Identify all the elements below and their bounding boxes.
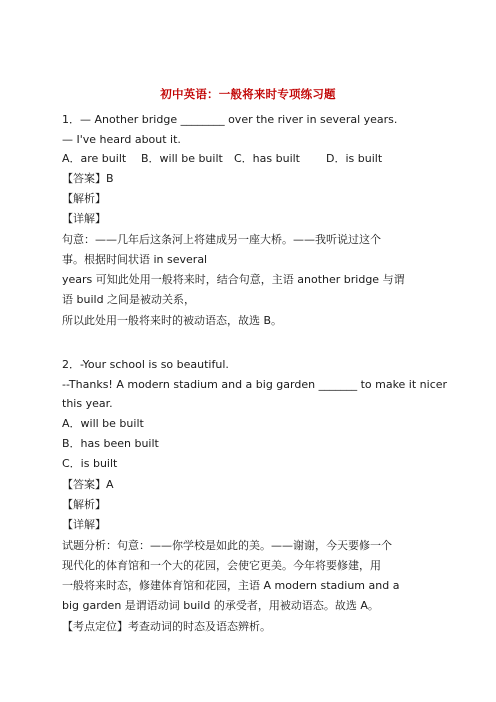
q1-answer: 【答案】B <box>62 172 114 185</box>
q1-option-b: B．will be built <box>141 152 223 165</box>
q2-stem-line1: 2．-Your school is so beautiful. <box>62 358 229 371</box>
q2-stem-line2: --Thanks! A modern stadium and a big garden _______ to make it nicer <box>62 378 448 391</box>
q2-explanation-line2: 现代化的体育馆和一个大的花园，会使它更美。今年将要修建，用 <box>62 559 381 572</box>
q1-explanation-line5: 所以此处用一般将来时的被动语态，故选 B。 <box>62 314 283 327</box>
q1-options <box>62 152 382 166</box>
q2-option-a: A．will be built <box>62 417 144 430</box>
q2-stem-line3: this year. <box>62 397 113 410</box>
q1-explanation-line2: 事。根据时间状语 in several <box>62 253 208 266</box>
q1-explanation-line3: years 可知此处用一般将来时，结合句意，主语 another bridge 与谓 <box>62 273 405 286</box>
q2-option-c: C．is built <box>62 457 118 470</box>
q1-option-a: A．are built <box>62 152 127 165</box>
q1-option-d: D．is built <box>326 152 383 165</box>
q1-option-c: C．has built <box>234 152 300 165</box>
q2-key-point: 【考点定位】考查动词的时态及语态辨析。 <box>62 620 271 633</box>
page-title: 初中英语：一般将来时专项练习题 <box>160 87 336 101</box>
q1-explanation-line4: 语 build 之间是被动关系， <box>62 293 196 306</box>
q1-stem-line1: 1．— Another bridge ________ over the river in several years. <box>62 113 398 126</box>
q2-answer: 【答案】A <box>62 478 114 491</box>
q2-detail-label: 【详解】 <box>62 518 106 531</box>
q2-analysis-label: 【解析】 <box>62 498 106 511</box>
q2-option-b: B．has been built <box>62 437 159 450</box>
q2-explanation-line3: 一般将来时态，修建体育馆和花园，主语 A modern stadium and a <box>62 579 400 592</box>
q2-explanation-line1: 试题分析：句意：——你学校是如此的美。——谢谢，今天要修一个 <box>62 539 392 552</box>
q1-stem-line2: — I've heard about it. <box>62 133 181 146</box>
q1-analysis-label: 【解析】 <box>62 192 106 205</box>
q2-explanation-line4: big garden 是谓语动词 build 的承受者，用被动语态。故选 A。 <box>62 599 379 612</box>
q1-detail-label: 【详解】 <box>62 212 106 225</box>
q1-explanation-line1: 句意：——几年后这条河上将建成另一座大桥。——我听说过这个 <box>62 233 381 246</box>
